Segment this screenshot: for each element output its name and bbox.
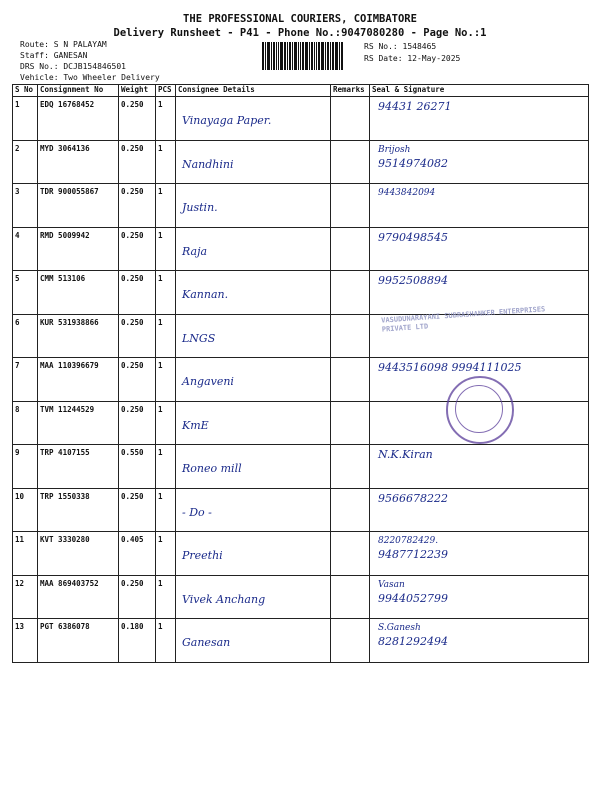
row-consignee xyxy=(176,271,331,315)
row-consignee xyxy=(176,184,331,228)
col-signature: Seal & Signature xyxy=(370,85,589,97)
round-seal xyxy=(446,376,514,444)
signature-note: S.Ganesh xyxy=(378,623,421,633)
staff-label: Staff: GANESAN xyxy=(20,51,88,60)
consignee-handwriting: Vinayaga Paper. xyxy=(182,114,272,127)
signature-phone: 9944052799 xyxy=(378,591,448,605)
row-pcs: 1 xyxy=(156,401,176,445)
consignee-handwriting: - Do - xyxy=(182,505,212,519)
row-consignee xyxy=(176,227,331,271)
row-pcs: 1 xyxy=(156,271,176,315)
table-header-row xyxy=(13,85,589,97)
row-sno: 4 xyxy=(13,227,38,271)
row-consignee xyxy=(176,575,331,619)
row-remarks xyxy=(331,358,370,402)
signature-phone: 9566678222 xyxy=(378,491,448,505)
row-consignment-no: KUR 531938866 xyxy=(38,314,119,358)
consignee-handwriting: Kannan. xyxy=(182,288,229,301)
table-row xyxy=(13,227,589,271)
row-signature xyxy=(370,140,589,184)
row-pcs: 1 xyxy=(156,532,176,576)
company-stamp: VASUDUNARAYANI SUBRASHANKER ENTERPRISES PRIVATE LTD xyxy=(380,305,546,334)
signature-phone: 9790498545 xyxy=(378,230,448,244)
table-row xyxy=(13,488,589,532)
row-signature xyxy=(370,184,589,228)
row-weight: 0.250 xyxy=(119,314,156,358)
col-weight: Weight xyxy=(119,85,156,97)
row-remarks xyxy=(331,401,370,445)
rs-number: RS No.: 1548465 xyxy=(364,42,437,51)
col-sno: S No xyxy=(13,85,38,97)
row-sno: 13 xyxy=(13,619,38,663)
row-consignee xyxy=(176,140,331,184)
table-row xyxy=(13,532,589,576)
row-weight: 0.250 xyxy=(119,184,156,228)
row-consignee xyxy=(176,314,331,358)
row-pcs: 1 xyxy=(156,488,176,532)
row-remarks xyxy=(331,140,370,184)
row-consignment-no: TVM 11244529 xyxy=(38,401,119,445)
row-remarks xyxy=(331,532,370,576)
consignee-handwriting: Nandhini xyxy=(182,157,234,171)
row-consignment-no: TRP 4107155 xyxy=(38,445,119,489)
row-signature xyxy=(370,488,589,532)
runsheet-subtitle: Delivery Runsheet - P41 - Phone No.:9047080280 - Page No.:1 xyxy=(113,27,487,39)
signature-phone: 9487712239 xyxy=(378,548,448,561)
consignee-handwriting: KmE xyxy=(182,418,209,432)
row-sno: 11 xyxy=(13,532,38,576)
row-pcs: 1 xyxy=(156,445,176,489)
row-remarks xyxy=(331,488,370,532)
row-consignee xyxy=(176,401,331,445)
row-consignment-no: MAA 110396679 xyxy=(38,358,119,402)
consignee-handwriting: Preethi xyxy=(182,549,223,562)
row-pcs: 1 xyxy=(156,619,176,663)
row-weight: 0.250 xyxy=(119,97,156,141)
row-consignment-no: CMM 513106 xyxy=(38,271,119,315)
row-consignment-no: MAA 869403752 xyxy=(38,575,119,619)
signature-phone: 9514974082 xyxy=(378,156,448,170)
row-weight: 0.250 xyxy=(119,358,156,402)
row-remarks xyxy=(331,271,370,315)
row-sno: 9 xyxy=(13,445,38,489)
signature-note: 9443842094 xyxy=(378,188,436,198)
table-row xyxy=(13,97,589,141)
consignee-handwriting: Ganesan xyxy=(182,636,231,649)
row-sno: 10 xyxy=(13,488,38,532)
row-consignment-no: MYD 3064136 xyxy=(38,140,119,184)
row-sno: 5 xyxy=(13,271,38,315)
row-sno: 12 xyxy=(13,575,38,619)
row-consignment-no: TDR 900055867 xyxy=(38,184,119,228)
signature-phone: 8281292494 xyxy=(378,635,448,648)
row-consignee xyxy=(176,445,331,489)
row-signature xyxy=(370,532,589,576)
row-signature xyxy=(370,619,589,663)
table-row xyxy=(13,140,589,184)
row-pcs: 1 xyxy=(156,184,176,228)
row-pcs: 1 xyxy=(156,227,176,271)
row-weight: 0.550 xyxy=(119,445,156,489)
row-remarks xyxy=(331,227,370,271)
rs-date: RS Date: 12-May-2025 xyxy=(364,54,461,63)
row-sno: 2 xyxy=(13,140,38,184)
consignee-handwriting: Justin. xyxy=(182,201,218,214)
row-consignee xyxy=(176,532,331,576)
table-row xyxy=(13,575,589,619)
signature-phone: 94431 26271 xyxy=(378,100,452,113)
signature-phone: 9443516098 9994111025 xyxy=(378,361,522,374)
company-title: THE PROFESSIONAL COURIERS, COIMBATORE xyxy=(183,13,417,25)
row-sno: 6 xyxy=(13,314,38,358)
row-consignee xyxy=(176,619,331,663)
row-sno: 1 xyxy=(13,97,38,141)
row-pcs: 1 xyxy=(156,140,176,184)
col-consignee: Consignee Details xyxy=(176,85,331,97)
row-sno: 7 xyxy=(13,358,38,402)
consignee-handwriting: Vivek Anchang xyxy=(182,592,266,606)
vehicle-label: Vehicle: Two Wheeler Delivery xyxy=(20,73,160,82)
row-remarks xyxy=(331,184,370,228)
consignee-handwriting: Angaveni xyxy=(182,375,234,388)
row-remarks xyxy=(331,445,370,489)
signature-note: Brijosh xyxy=(378,144,411,155)
row-consignment-no: KVT 3330280 xyxy=(38,532,119,576)
consignee-handwriting: Roneo mill xyxy=(182,462,242,475)
row-weight: 0.250 xyxy=(119,140,156,184)
row-signature xyxy=(370,97,589,141)
col-remarks: Remarks xyxy=(331,85,370,97)
runsheet-table xyxy=(12,84,589,663)
row-remarks xyxy=(331,97,370,141)
table-row xyxy=(13,184,589,228)
signature-note: Vasan xyxy=(378,579,405,590)
table-row xyxy=(13,445,589,489)
row-consignment-no: RMD 5009942 xyxy=(38,227,119,271)
row-consignee xyxy=(176,97,331,141)
row-weight: 0.250 xyxy=(119,401,156,445)
row-pcs: 1 xyxy=(156,314,176,358)
row-sno: 3 xyxy=(13,184,38,228)
row-weight: 0.180 xyxy=(119,619,156,663)
row-consignee xyxy=(176,488,331,532)
consignee-handwriting: Raja xyxy=(182,244,208,258)
row-weight: 0.250 xyxy=(119,575,156,619)
row-pcs: 1 xyxy=(156,575,176,619)
col-consignment: Consignment No xyxy=(38,85,119,97)
row-remarks xyxy=(331,575,370,619)
row-signature xyxy=(370,227,589,271)
row-consignment-no: PGT 6386078 xyxy=(38,619,119,663)
row-signature xyxy=(370,575,589,619)
row-weight: 0.250 xyxy=(119,227,156,271)
row-pcs: 1 xyxy=(156,97,176,141)
signature-phone: N.K.Kiran xyxy=(378,448,433,461)
row-weight: 0.405 xyxy=(119,532,156,576)
table-row xyxy=(13,619,589,663)
row-signature xyxy=(370,445,589,489)
col-pcs: PCS xyxy=(156,85,176,97)
barcode xyxy=(262,42,352,70)
route-label: Route: S N PALAYAM xyxy=(20,40,107,49)
row-remarks xyxy=(331,314,370,358)
row-pcs: 1 xyxy=(156,358,176,402)
row-remarks xyxy=(331,619,370,663)
consignee-handwriting: LNGS xyxy=(182,331,216,345)
row-consignment-no: EDQ 16768452 xyxy=(38,97,119,141)
row-weight: 0.250 xyxy=(119,488,156,532)
signature-note: 8220782429. xyxy=(378,536,439,546)
row-sno: 8 xyxy=(13,401,38,445)
drs-label: DRS No.: DCJB154846501 xyxy=(20,62,126,71)
row-weight: 0.250 xyxy=(119,271,156,315)
signature-phone: 9952508894 xyxy=(378,274,448,287)
row-consignment-no: TRP 1550338 xyxy=(38,488,119,532)
row-consignee xyxy=(176,358,331,402)
